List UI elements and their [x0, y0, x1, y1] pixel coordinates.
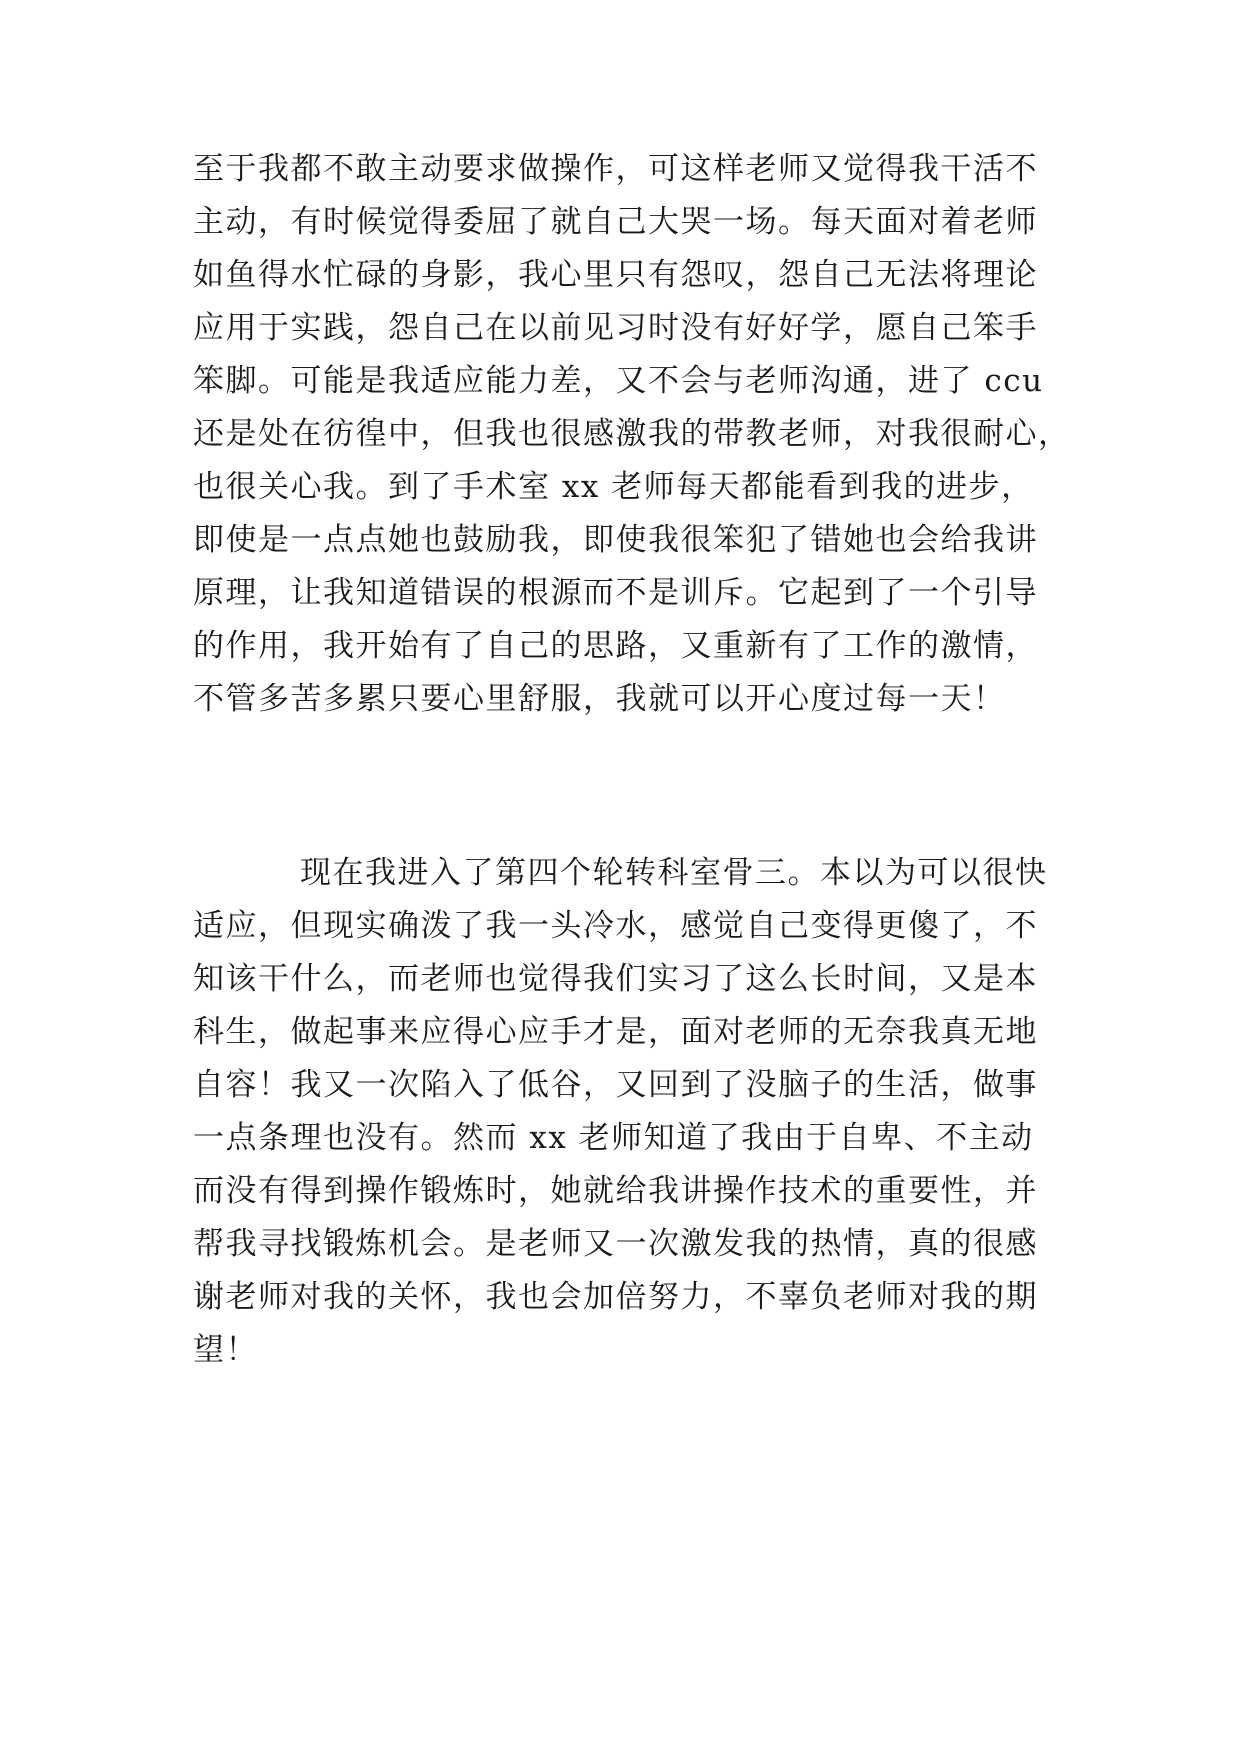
text-line: 即使是一点点她也鼓励我，即使我很笨犯了错她也会给我讲	[193, 522, 1038, 558]
text-line: 的作用，我开始有了自己的思路，又重新有了工作的激情，	[193, 628, 1038, 664]
text-line: 如鱼得水忙碌的身影，我心里只有怨叹，怨自己无法将理论	[193, 257, 1038, 293]
text-line: 帮我寻找锻炼机会。是老师又一次激发我的热情，真的很感	[193, 1226, 1038, 1262]
text-line: 科生，做起事来应得心应手才是，面对老师的无奈我真无地	[193, 1014, 1038, 1050]
text-line: 谢老师对我的关怀，我也会加倍努力，不辜负老师对我的期	[193, 1279, 1038, 1315]
text-line: 也很关心我。到了手术室 xx 老师每天都能看到我的进步，	[193, 469, 1034, 505]
text-line: 原理，让我知道错误的根源而不是训斥。它起到了一个引导	[193, 575, 1038, 611]
text-line: 自容！我又一次陷入了低谷，又回到了没脑子的生活，做事	[193, 1067, 1038, 1103]
text-line: 知该干什么，而老师也觉得我们实习了这么长时间，又是本	[193, 961, 1038, 997]
text-line: 主动，有时候觉得委屈了就自己大哭一场。每天面对着老师	[193, 204, 1038, 240]
text-line: 不管多苦多累只要心里舒服，我就可以开心度过每一天！	[193, 681, 1006, 717]
text-line: 而没有得到操作锻炼时，她就给我讲操作技术的重要性，并	[193, 1173, 1038, 1209]
text-line: 一点条理也没有。然而 xx 老师知道了我由于自卑、不主动	[193, 1120, 1034, 1156]
text-line: 适应，但现实确泼了我一头冷水，感觉自己变得更傻了，不	[193, 908, 1038, 944]
text-line-indented: 现在我进入了第四个轮转科室骨三。本以为可以很快	[300, 855, 1048, 891]
text-line: 望！	[193, 1332, 258, 1368]
text-line: 还是处在彷徨中，但我也很感激我的带教老师，对我很耐心，	[193, 416, 1071, 452]
text-line: 应用于实践，怨自己在以前见习时没有好好学，愿自己笨手	[193, 310, 1038, 346]
text-line: 至于我都不敢主动要求做操作，可这样老师又觉得我干活不	[193, 151, 1038, 187]
text-line: 笨脚。可能是我适应能力差，又不会与老师沟通，进了 ccu	[193, 363, 1044, 399]
